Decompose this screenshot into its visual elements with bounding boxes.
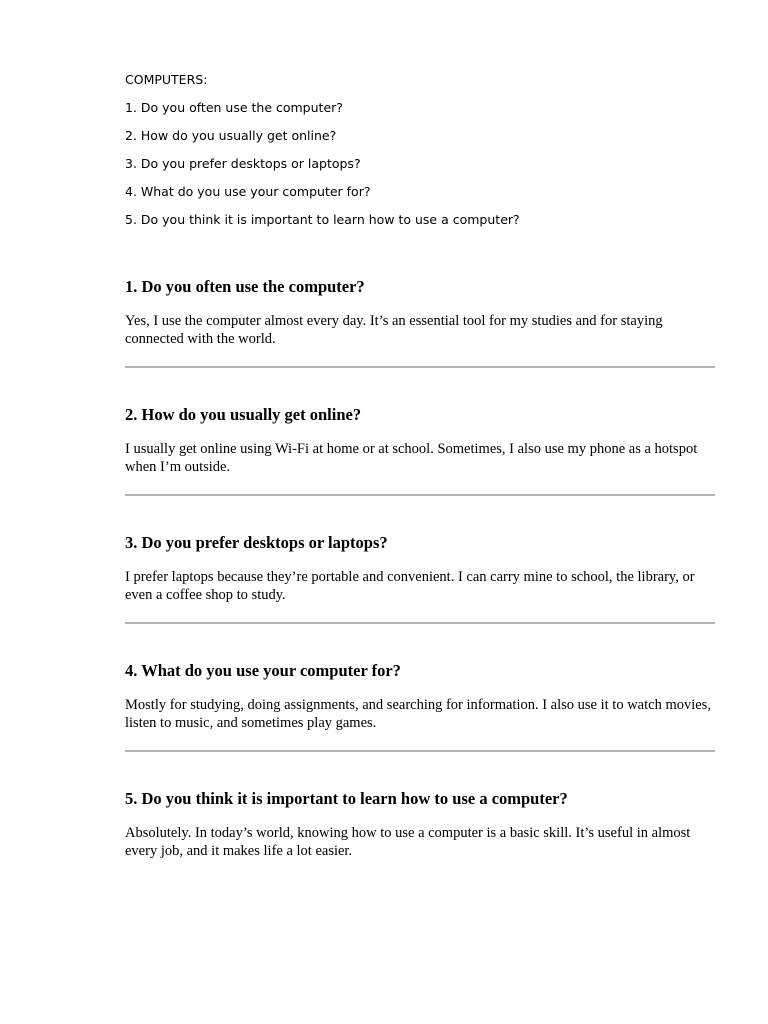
qa-answer-1: Yes, I use the computer almost every day. It’s an essential tool for my studies and for staying connected with the world. [125,313,663,347]
qa-question-4: 4. What do you use your computer for? [125,661,401,680]
intro-section [125,72,715,228]
intro-question-4: 4. What do you use your computer for? [125,184,371,199]
intro-question-5: 5. Do you think it is important to learn how to use a computer? [125,212,520,227]
qa-answer-3: I prefer laptops because they’re portable and convenient. I can carry mine to school, the library, or even a coffee shop to study. [125,569,695,603]
intro-question-list [125,100,715,228]
qa-item-3 [125,533,715,604]
qa-answer-4: Mostly for studying, doing assignments, and searching for information. I also use it to watch movies, listen to music, and sometimes play games. [125,697,711,731]
qa-divider-2 [125,494,715,496]
qa-question-3: 3. Do you prefer desktops or laptops? [125,533,388,552]
document-page [125,0,715,860]
qa-divider-3 [125,622,715,624]
qa-item-1 [125,277,715,348]
intro-heading: COMPUTERS: [125,72,208,87]
intro-question-2: 2. How do you usually get online? [125,128,337,143]
qa-item-2 [125,405,715,476]
qa-item-5 [125,789,715,860]
intro-question-3: 3. Do you prefer desktops or laptops? [125,156,361,171]
intro-question-1: 1. Do you often use the computer? [125,100,343,115]
qa-divider-1 [125,366,715,368]
qa-answer-5: Absolutely. In today’s world, knowing how to use a computer is a basic skill. It’s useful in almost every job, and it makes life a lot easier. [125,825,691,859]
qa-question-1: 1. Do you often use the computer? [125,277,365,296]
qa-question-2: 2. How do you usually get online? [125,405,362,424]
qa-section [125,277,715,860]
qa-answer-2: I usually get online using Wi-Fi at home or at school. Sometimes, I also use my phone as a hotspot when I’m outside. [125,441,698,475]
qa-item-4 [125,661,715,732]
qa-divider-4 [125,750,715,752]
qa-question-5: 5. Do you think it is important to learn how to use a computer? [125,789,568,808]
